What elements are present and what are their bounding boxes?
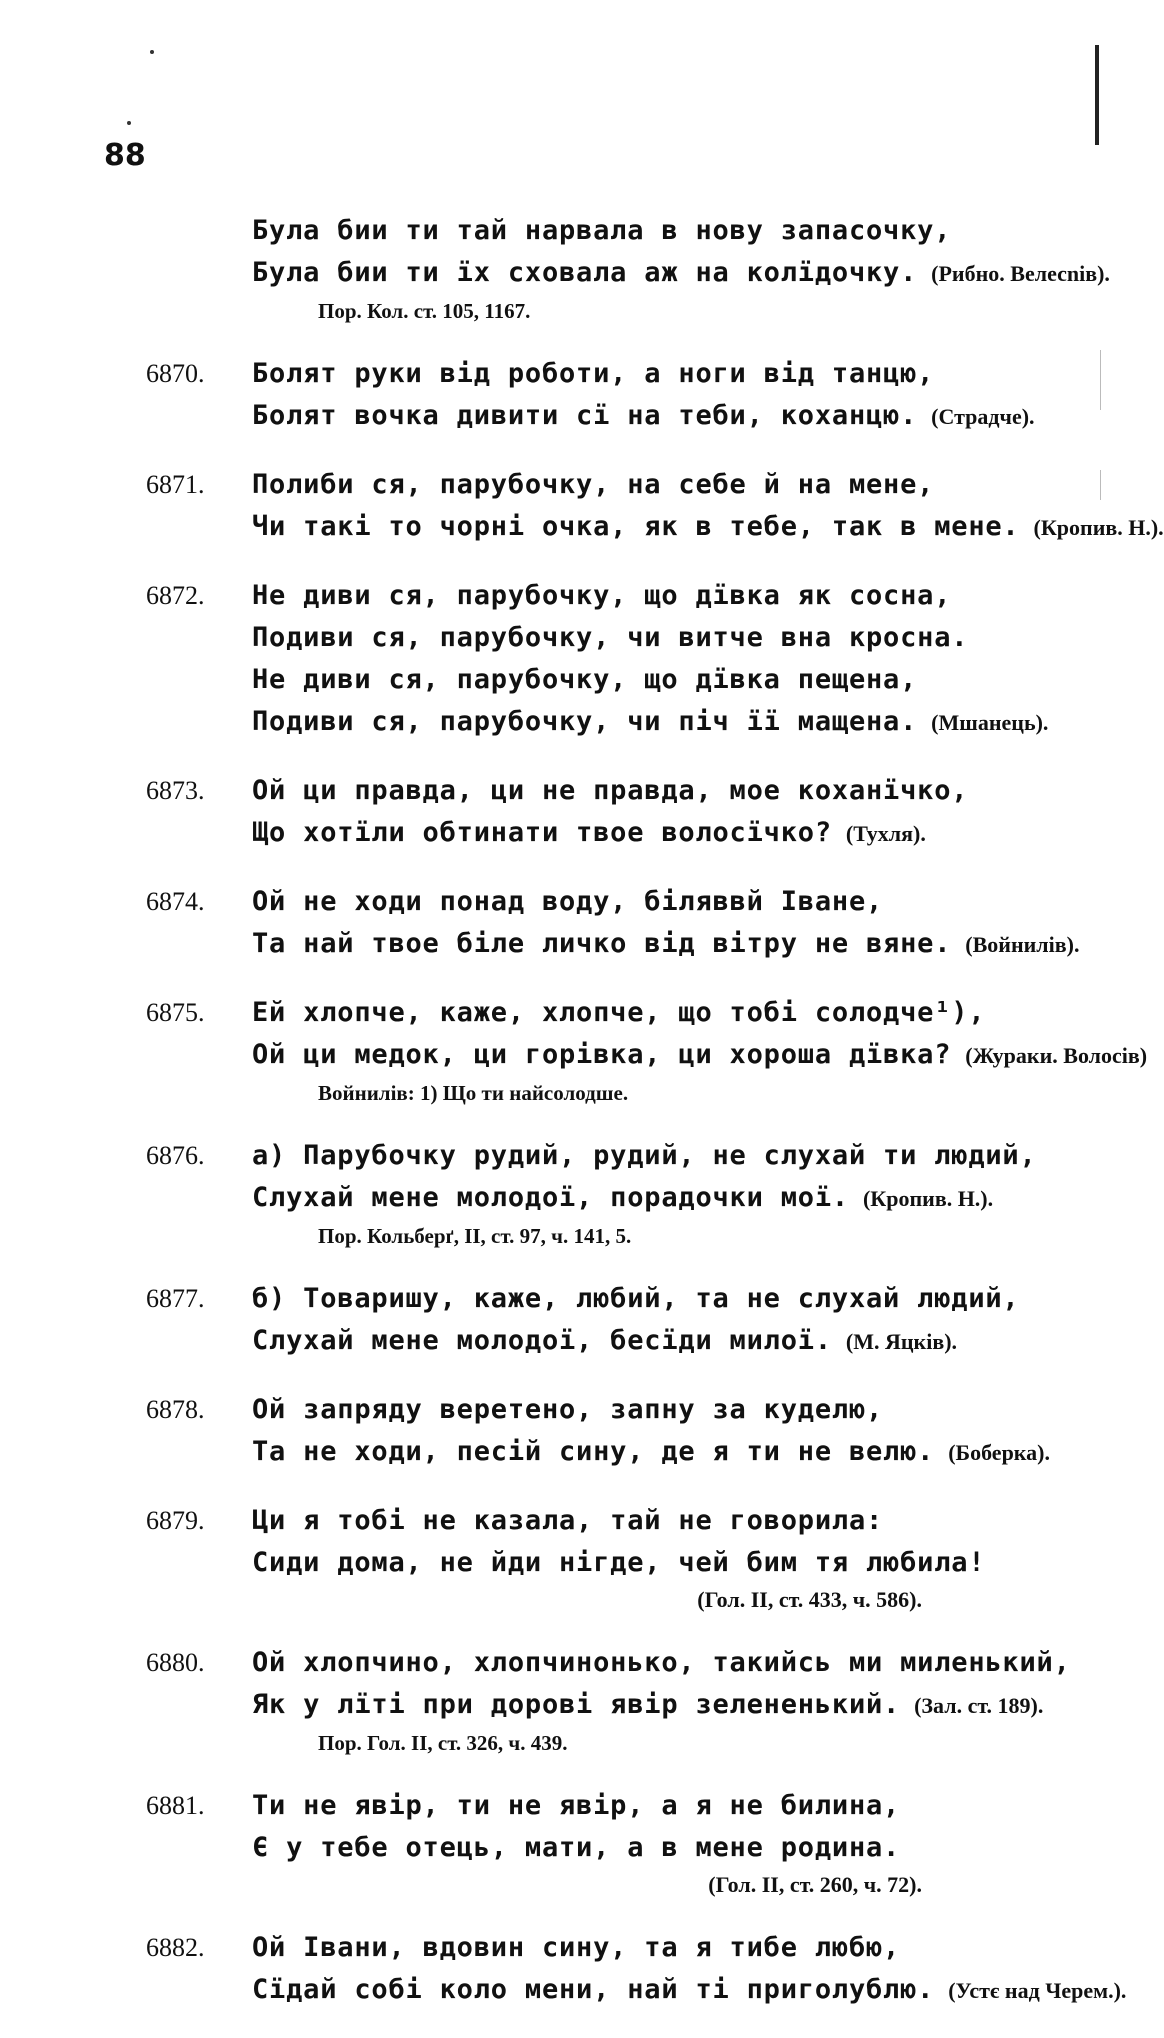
verse-line [252,992,1140,1034]
verse-line [252,210,1140,252]
verse-text: Подиви ся, парубочку, чи піч її мащена. [252,706,918,737]
verse-line [252,1431,1140,1474]
source-citation: (Кропив. Н.). [1033,515,1164,540]
source-citation: (М. Яцків). [845,1329,958,1354]
verse-text: Була бии ти їх сховала аж на колїдочку. [252,257,918,288]
verse-text: б) Товаришу, каже, любий, та не слухай людий, [252,1283,1020,1314]
verse-text: Подиви ся, парубочку, чи витче вна кросна. [252,622,969,653]
verse-line [252,1135,1140,1177]
stray-dot [127,121,131,125]
verse-text: Полиби ся, парубочку, на себе й на мене, [252,469,935,500]
reference-note: Пор. Кол. ст. 105, 1167. [318,299,531,323]
verse-line [252,464,1140,506]
verse-line [252,701,1140,744]
entry-number: 6877. [146,1284,205,1313]
reference-note: Пор. Кольберґ, II, ст. 97, ч. 141, 5. [318,1224,632,1248]
verse-line [252,770,1140,812]
verse-text: Була бии ти тай нарвала в нову запасочку, [252,215,952,246]
verse-text: Ой хлопчино, хлопчинонько, такийсь ми миленький, [252,1647,1071,1678]
source-citation: (Гол. II, ст. 260, ч. 72). [708,1872,922,1897]
page-number: 88 [104,138,146,173]
verse-line [252,1785,1140,1827]
source-citation: (Тухля). [845,821,926,846]
verse-entry [0,770,1140,855]
verse-line [252,1500,1140,1542]
entry-number: 6879. [146,1506,205,1535]
verse-entry [0,1642,1140,1759]
verse-text: Чи такі то чорні очка, як в тебе, так в мене. [252,511,1020,542]
verse-text: Як у лїті при дорові явір зелененький. [252,1689,901,1720]
verse-entry [0,1785,1140,1901]
verse-line [252,1389,1140,1431]
verse-entry [0,1135,1140,1252]
source-citation: (Рибно. Велесnів). [931,261,1110,286]
source-citation: (Зал. ст. 189). [914,1693,1044,1718]
verse-line [252,1642,1140,1684]
verse-entry [0,992,1148,1109]
verse-entry [0,210,1140,327]
verse-text: Ой запряду веретено, запну за куделю, [252,1394,884,1425]
verse-entry [0,1278,1140,1363]
verse-list [0,210,1164,2038]
margin-rule [1095,45,1099,145]
entry-number: 6880. [146,1648,205,1677]
stray-dot [150,50,154,54]
verse-line [252,923,1140,966]
verse-line [252,1684,1140,1727]
entry-number: 6876. [146,1141,205,1170]
entry-number: 6882. [146,1933,205,1962]
verse-text: Що хотїли обтинати твое волосїчко? [252,817,832,848]
reference-note: Войнилів: 1) Що ти найсолодше. [318,1081,629,1105]
verse-text: Не диви ся, парубочку, що дївка як сосна, [252,580,952,611]
verse-text: Сїдай собі коло мени, най ті приголублю. [252,1974,935,2005]
verse-line [252,1177,1140,1220]
verse-entry [0,881,1140,966]
verse-entry [0,1500,1140,1616]
entry-number: 6878. [146,1395,205,1424]
verse-text: Болят вочка дивити сї на теби, коханцю. [252,400,918,431]
verse-line [252,1320,1140,1363]
verse-line [252,659,1140,701]
verse-line [252,353,1140,395]
verse-entry [0,353,1140,438]
verse-text: Ой ци правда, ци не правда, мое коханїчко, [252,775,969,806]
verse-text: Слухай мене молодої, порадочки мої. [252,1182,849,1213]
verse-text: Болят руки від роботи, а ноги від танцю, [252,358,935,389]
verse-line [252,1927,1140,1969]
verse-entry [0,464,1164,549]
verse-entry [0,1389,1140,1474]
verse-text: а) Парубочку рудий, рудий, не слухай ти людий, [252,1140,1037,1171]
entry-number: 6881. [146,1791,205,1820]
verse-line [252,1278,1140,1320]
verse-line [252,395,1140,438]
source-citation: (Гол. II, ст. 433, ч. 586). [697,1587,922,1612]
source-citation: (Кропив. Н.). [862,1186,994,1211]
source-citation: (Стрaдче). [931,404,1035,429]
verse-line [252,252,1140,295]
entry-number: 6874. [146,887,205,916]
verse-text: Не диви ся, парубочку, що дївка пещена, [252,664,918,695]
verse-line [252,1827,1140,1869]
verse-text: Слухай мене молодої, бесїди милої. [252,1325,832,1356]
verse-line [252,881,1140,923]
verse-line [252,1542,1140,1584]
source-citation: (Устє над Черем.). [948,1978,1127,2003]
verse-line [252,617,1140,659]
entry-number: 6873. [146,776,205,805]
entry-number: 6870. [146,359,205,388]
entry-number: 6875. [146,998,205,1027]
source-citation: (Жураки. Волосів) [965,1043,1148,1068]
verse-entry [0,575,1140,744]
verse-text: Є у тебе отець, мати, а в мене родина. [252,1832,901,1863]
verse-text: Ей хлопче, каже, хлопче, що тобі солодче¹), [252,997,986,1028]
entry-number: 6872. [146,581,205,610]
verse-line [252,506,1164,549]
verse-text: Ти не явір, ти не явір, а я не билина, [252,1790,901,1821]
verse-text: Ой не ходи понад воду, біляввй Іване, [252,886,884,917]
verse-text: Ой ци медок, ци горівка, ци хороша дївка? [252,1039,952,1070]
verse-text: Сиди дома, не йди нігде, чей бим тя любила! [252,1547,986,1578]
verse-text: Ой Івани, вдовин сину, та я тибе любю, [252,1932,901,1963]
source-citation: (Мшанець). [931,710,1049,735]
verse-text: Ци я тобі не казала, тай не говорила: [252,1505,884,1536]
verse-line [252,1034,1148,1077]
reference-note: Пор. Гол. II, ст. 326, ч. 439. [318,1731,568,1755]
verse-text: Та най твое біле личко від вітру не вяне. [252,928,952,959]
source-citation: (Войнилів). [965,932,1080,957]
verse-line [252,1969,1140,2012]
verse-entry [0,1927,1140,2012]
verse-line [252,812,1140,855]
source-citation: (Боберка). [948,1440,1050,1465]
verse-text: Та не ходи, песій сину, де я ти не велю. [252,1436,935,1467]
entry-number: 6871. [146,470,205,499]
verse-line [252,575,1140,617]
